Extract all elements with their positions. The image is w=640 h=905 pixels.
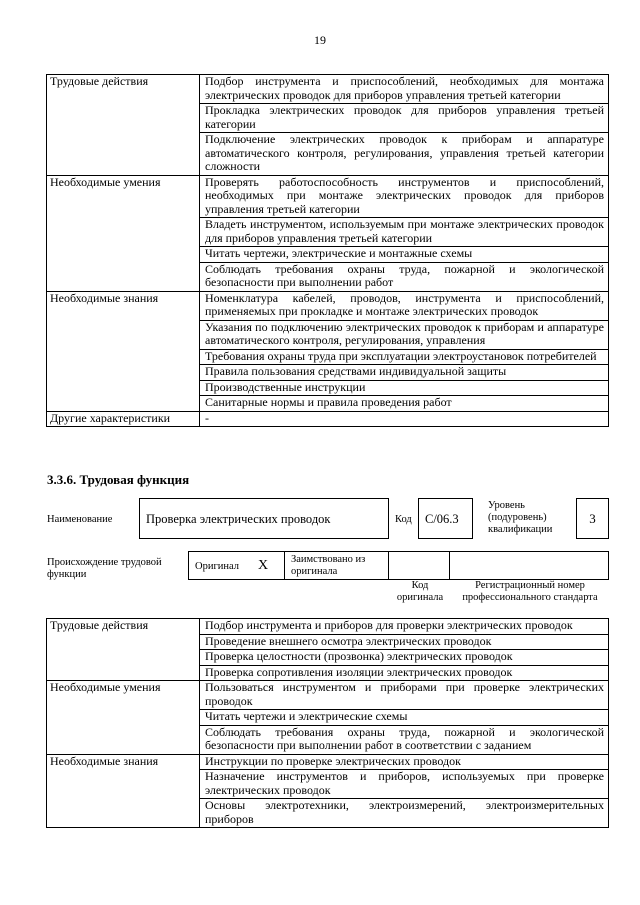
code-value-box bbox=[418, 498, 473, 539]
origin-label: Происхождение трудовой функции bbox=[47, 557, 162, 580]
row-item: Правила пользования средствами индивидуальной защиты bbox=[200, 365, 609, 381]
origin-box bbox=[188, 551, 609, 580]
origin-divider-2 bbox=[388, 552, 389, 579]
row-item: Пользоваться инструментом и приборами при проверке электрических проводок bbox=[200, 681, 609, 710]
row-item: Проверка целостности (прозвонка) электрических проводок bbox=[200, 650, 609, 666]
row-label: Необходимые знания bbox=[47, 291, 200, 411]
name-label: Наименование bbox=[47, 514, 113, 525]
row-item: Номенклатура кабелей, проводов, инструмента и приспособлений, применяемых при прокладке и монтаже электрических проводок bbox=[200, 291, 609, 320]
row-item: Подбор инструмента и приборов для проверки электрических проводок bbox=[200, 619, 609, 635]
code-caption: Код оригинала bbox=[396, 580, 444, 603]
table-row bbox=[47, 411, 609, 427]
row-item: Проверять работоспособность инструментов и приспособлений, необходимых при монтаже электрических проводок для приборов управления третьей категории bbox=[200, 175, 609, 218]
level-value: 3 bbox=[589, 511, 596, 526]
level-label: Уровень (подуровень) квалификации bbox=[488, 500, 553, 535]
level-value-box bbox=[576, 498, 609, 539]
row-label: Трудовые действия bbox=[47, 75, 200, 176]
row-item: Основы электротехники, электроизмерений, электроизмерительных приборов bbox=[200, 799, 609, 828]
section-title: 3.3.6. Трудовая функция bbox=[47, 472, 190, 487]
row-item: Проверка сопротивления изоляции электрических проводок bbox=[200, 665, 609, 681]
row-item: Производственные инструкции bbox=[200, 380, 609, 396]
row-label: Другие характеристики bbox=[47, 411, 200, 427]
page-number: 19 bbox=[314, 33, 326, 47]
row-item: Соблюдать требования охраны труда, пожарной и экологической безопасности при выполнении работ bbox=[200, 262, 609, 291]
row-label: Трудовые действия bbox=[47, 619, 200, 681]
row-item: Инструкции по проверке электрических проводок bbox=[200, 754, 609, 770]
row-item: Проведение внешнего осмотра электрических проводок bbox=[200, 634, 609, 650]
labor-function-table-1 bbox=[46, 74, 609, 427]
original-mark: X bbox=[258, 558, 269, 573]
row-label: Необходимые умения bbox=[47, 681, 200, 755]
table-row bbox=[47, 175, 609, 218]
row-item: Подключение электрических проводок к приборам и аппаратуре автоматического контроля, регулирования, управления третьей категории сложности bbox=[200, 133, 609, 176]
borrowed-label: Заимствовано из оригинала bbox=[291, 554, 366, 577]
row-item: Владеть инструментом, используемым при монтаже электрических проводок для приборов управления третьей категории bbox=[200, 218, 609, 247]
name-value: Проверка электрических проводок bbox=[146, 512, 331, 526]
table-row bbox=[47, 75, 609, 104]
row-item: Указания по подключению электрических проводок к приборам и аппаратуре автоматического контроля, регулирования, управления bbox=[200, 320, 609, 349]
table-row bbox=[47, 754, 609, 770]
registration-caption: Регистрационный номер профессионального стандарта bbox=[462, 580, 598, 603]
row-item: Санитарные нормы и правила проведения работ bbox=[200, 396, 609, 412]
row-item: - bbox=[200, 411, 609, 427]
code-label: Код bbox=[395, 514, 412, 525]
row-item: Читать чертежи, электрические и монтажные схемы bbox=[200, 247, 609, 263]
row-item: Подбор инструмента и приспособлений, необходимых для монтажа электрических проводок для приборов управления третьей категории bbox=[200, 75, 609, 104]
origin-divider-1 bbox=[284, 552, 285, 579]
original-label: Оригинал bbox=[195, 561, 239, 572]
row-item: Соблюдать требования охраны труда, пожарной и экологической безопасности при выполнении работ в соответствии с заданием bbox=[200, 725, 609, 754]
row-label: Необходимые знания bbox=[47, 754, 200, 828]
labor-function-table-2 bbox=[46, 618, 609, 828]
row-item: Требования охраны труда при эксплуатации электроустановок потребителей bbox=[200, 349, 609, 365]
row-item: Читать чертежи и электрические схемы bbox=[200, 710, 609, 726]
row-item: Назначение инструментов и приборов, используемых при проверке электрических проводок bbox=[200, 770, 609, 799]
table-row bbox=[47, 681, 609, 710]
origin-divider-3 bbox=[449, 552, 450, 579]
code-value: C/06.3 bbox=[425, 512, 459, 526]
row-label: Необходимые умения bbox=[47, 175, 200, 291]
table-row bbox=[47, 291, 609, 320]
table-row bbox=[47, 619, 609, 635]
row-item: Прокладка электрических проводок для приборов управления третьей категории bbox=[200, 104, 609, 133]
name-value-box bbox=[139, 498, 389, 539]
